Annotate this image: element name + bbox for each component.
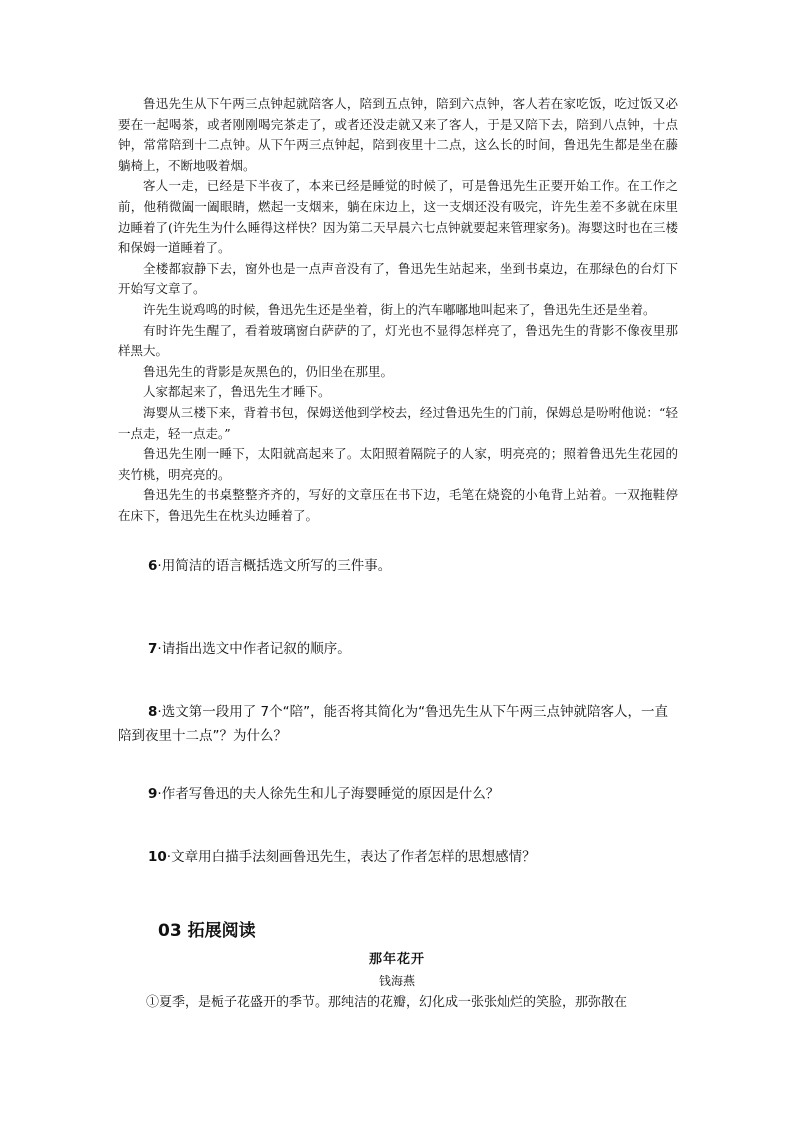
article-title: 那年花开 [368,952,425,967]
passage-paragraph: 客人一走，已经是下半夜了，本来已经是睡觉的时候了，可是鲁迅先生正要开始工作。在工作之前，他稍微阖一阖眼睛，燃起一支烟来，躺在床边上，这一支烟还没有吸完，许先生差不多就在床里边睡着了(许先生为什么睡得这样快？因为第二天早晨六七点钟就要起来管理家务)。海婴这时也在三楼和保姆一道睡着了。 [118,178,678,256]
passage-paragraph: 鲁迅先生的书桌整整齐齐的，写好的文章压在书下边，毛笔在烧瓷的小龟背上站着。一双拖鞋停在床下，鲁迅先生在枕头边睡着了。 [118,487,678,523]
passage-paragraph: 人家都起来了，鲁迅先生才睡下。 [143,384,331,400]
section-heading: 03 拓展阅读 [158,921,256,941]
question-text: ·用简洁的语言概括选文所写的三件事。 [157,558,392,574]
reading-passage [118,94,678,526]
passage-paragraph: 鲁迅先生从下午两三点钟起就陪客人，陪到五点钟，陪到六点钟，客人若在家吃饭，吃过饭又必要在一起喝茶，或者刚刚喝完茶走了，或者还没走就又来了客人，于是又陪下去，陪到八点钟，十点钟，常常陪到十二点钟。从下午两三点钟起，陪到夜里十二点，这么长的时间，鲁迅先生都是坐在藤躺椅上，不断地吸着烟。 [118,96,678,173]
question-text: ·文章用白描手法刻画鲁迅先生，表达了作者怎样的思想感情？ [166,849,536,865]
question-text: ·选文第一段用了 7个“陪”，能否将其简化为“鲁迅先生从下午两三点钟就陪客人，一直陪到夜里十二点”？为什么？ [118,704,669,744]
article-first-line: ①夏季，是栀子花盛开的季节。那纯洁的花瓣，幻化成一张张灿烂的笑脸，那弥散在 [146,995,628,1010]
question-text: ·作者写鲁迅的夫人徐先生和儿子海婴睡觉的原因是什么？ [157,786,500,802]
passage-paragraph: 鲁迅先生刚一睡下，太阳就高起来了。太阳照着隔院子的人家，明亮亮的；照着鲁迅先生花园的夹竹桃，明亮亮的。 [118,446,678,482]
passage-paragraph: 有时许先生醒了，看着玻璃窗白萨萨的了，灯光也不显得怎样亮了，鲁迅先生的背影不像夜里那样黑大。 [118,322,678,359]
question-text: ·请指出选文中作者记叙的顺序。 [157,641,351,657]
passage-paragraph: 鲁迅先生的背影是灰黑色的，仍旧坐在那里。 [143,363,394,379]
question-number: 9 [148,786,158,802]
article-author: 钱海燕 [378,974,415,988]
question-number: 6 [148,558,158,574]
question-10 [148,845,536,869]
question-9 [148,782,499,806]
passage-paragraph: 全楼都寂静下去，窗外也是一点声音没有了，鲁迅先生站起来，坐到书桌边，在那绿色的台灯下开始写文章了。 [118,260,678,297]
question-number: 7 [148,641,158,657]
question-8 [118,700,678,748]
question-6 [148,554,391,578]
question-7 [148,637,351,661]
passage-paragraph: 海婴从三楼下来，背着书包，保姆送他到学校去，经过鲁迅先生的门前，保姆总是吩咐他说：“轻一点走，轻一点走。” [118,404,678,441]
passage-paragraph: 许先生说鸡鸣的时候，鲁迅先生还是坐着，街上的汽车嘟嘟地叫起来了，鲁迅先生还是坐着。 [143,301,656,317]
question-number: 8 [148,704,158,720]
question-number: 10 [148,849,167,865]
